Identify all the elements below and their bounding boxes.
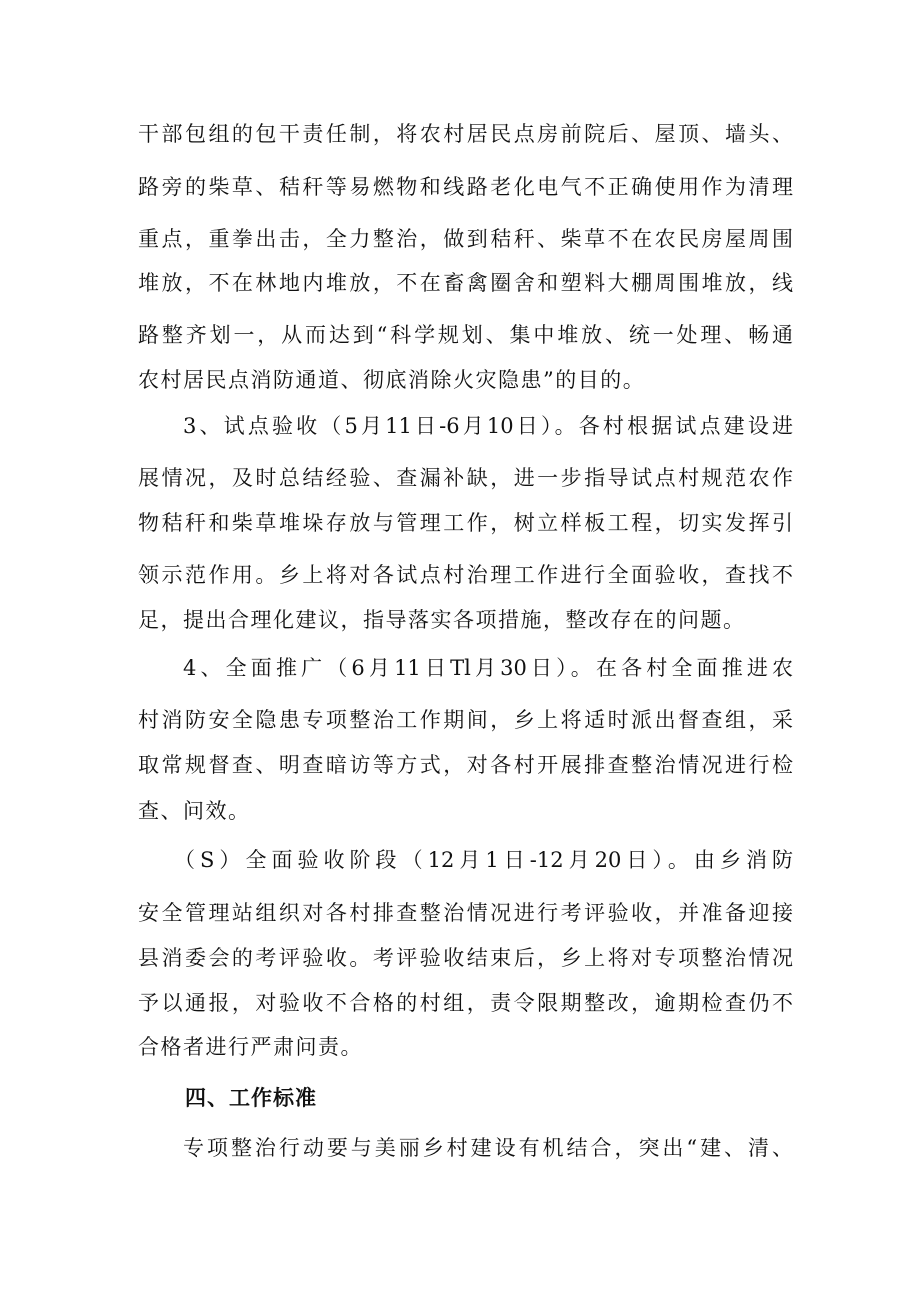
text-line: 物秸秆和柴草堆垛存放与管理工作，树立样板工程，切实发挥引	[138, 511, 793, 535]
text-line: 村消防安全隐患专项整治工作期间，乡上将适时派出督查组，采	[138, 708, 793, 732]
text-line: 查、问效。	[138, 799, 251, 823]
text-line: 干部包组的包干责任制，将农村居民点房前院后、屋顶、墙头、	[138, 122, 793, 146]
text-line: 路旁的柴草、秸秆等易燃物和线路老化电气不正确使用作为清理	[138, 175, 793, 199]
paragraph-heading-final-acceptance: （S）全面验收阶段（12月1日-12月20日）。由乡消防	[174, 848, 793, 872]
text-line: 予以通报，对验收不合格的村组，责令限期整改，逾期检查仍不	[138, 991, 793, 1015]
text-line: 农村居民点消防通道、彻底消除火灾隐患”的目的。	[138, 368, 646, 392]
text-line: 专项整治行动要与美丽乡村建设有机结合，突出“建、清、	[183, 1136, 793, 1160]
text-line: 展情况，及时总结经验、查漏补缺，进一步指导试点村规范农作	[138, 466, 793, 490]
text-line: 取常规督查、明查暗访等方式，对各村开展排查整治情况进行检	[138, 753, 793, 777]
text-line: 路整齐划一，从而达到“科学规划、集中堆放、统一处理、畅通	[138, 323, 793, 347]
paragraph-heading-full-rollout: 4、全面推广（6月11日Tl月30日）。在各村全面推进农	[183, 656, 793, 680]
section-heading-work-standards: 四、工作标准	[185, 1086, 317, 1110]
text-line: 领示范作用。乡上将对各试点村治理工作进行全面验收，查找不	[138, 563, 793, 587]
text-line: 县消委会的考评验收。考评验收结束后，乡上将对专项整治情况	[138, 946, 793, 970]
text-line: 足，提出合理化建议，指导落实各项措施，整改存在的问题。	[138, 608, 746, 632]
text-line: 安全管理站组织对各村排查整治情况进行考评验收，并准备迎接	[138, 901, 793, 925]
paragraph-heading-pilot-acceptance: 3、试点验收（5月11日-6月10日）。各村根据试点建设进	[183, 414, 793, 438]
text-line: 堆放，不在林地内堆放，不在畜禽圈舍和塑料大棚周围堆放，线	[138, 271, 793, 295]
text-line: 重点，重拳出击，全力整治，做到秸秆、柴草不在农民房屋周围	[138, 227, 793, 251]
text-line: 合格者进行严肃问责。	[138, 1035, 363, 1059]
